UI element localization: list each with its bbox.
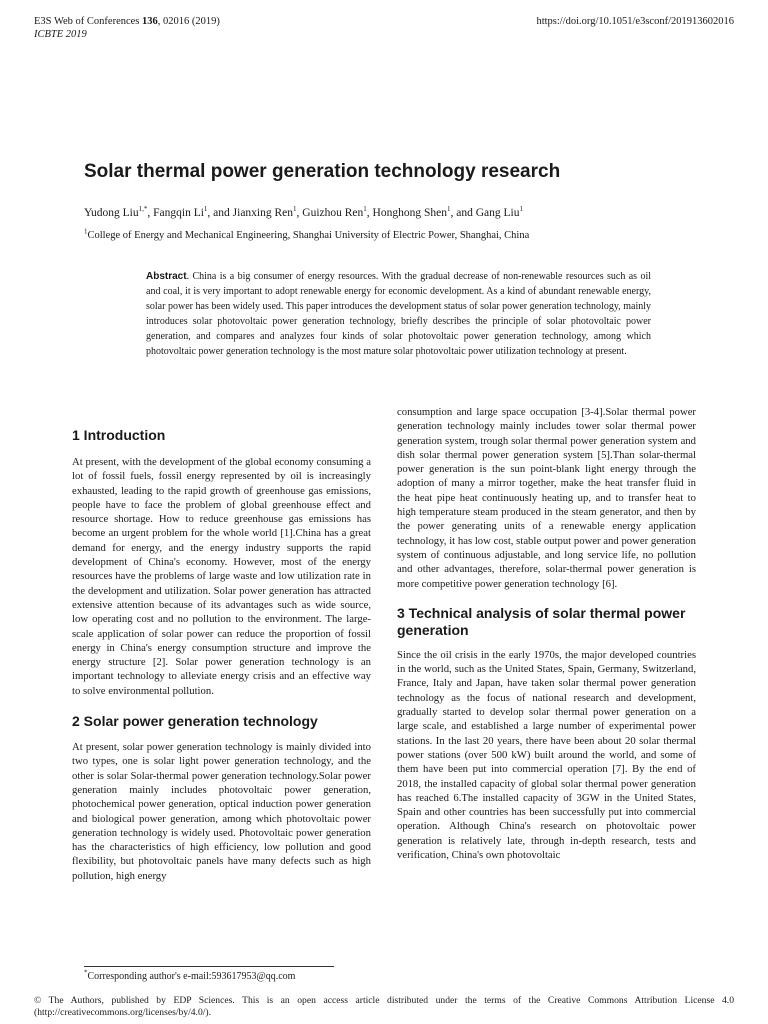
- left-column: [72, 405, 371, 883]
- journal-line: [34, 15, 220, 28]
- affiliation: $^1$College of Energy and Mechanical Engineering, Shanghai University of Electric Power, Shanghai, China: [84, 227, 530, 241]
- author: Fangqin Li$^1$, and: [153, 205, 233, 219]
- right-column: [397, 405, 696, 862]
- author-list: [84, 206, 523, 220]
- abstract-text: . China is a big consumer of energy resources. With the gradual decrease of non-renewable resources such as oil and coal, it is very important to adopt renewable energy for economic development. As a kind of abundant renewable energy, solar power has been widely used. This paper introduces the development status of solar power generation technology, mainly introduces solar photovoltaic power generation technology, briefly describes the principle of solar photovoltaic power generation, and compares and analyzes four kinds of solar photovoltaic power generation technology, among which photovoltaic power generation technology is the most mature solar photovoltaic power utilization technology at present.: [146, 271, 651, 357]
- article-number: , 02016 (2019): [157, 16, 220, 27]
- solar-power-paragraph-continued: consumption and large space occupation [3-4].Solar thermal power generation technology mainly includes tower solar thermal power generation system, trough solar thermal power generation system and dish solar thermal power generation system [5].Than solar-thermal power generation is the sun point-blank light energy through the adoption of many a mirror together, make the heat transfer fluid in the heat pipe heat continuously heating up, and to transfer heat to high temperature steam produced in the steam generator, and then by the power generating units of a renewable energy application technology, it has low cost, stable output power and power generation system of continuous adjustable, and long service life, no pollution and other advantages, therefore, solar-thermal power generation is more competitive power generation technology [6].: [397, 406, 696, 590]
- technical-analysis-paragraph: Since the oil crisis in the early 1970s, the major developed countries in the world, such as the United States, Spain, Germany, Switzerland, France, Italy and Japan, have taken solar thermal power generation technology as the focus of national research and development, gradually started to develop solar thermal power generation on a large scale, and established a large number of experimental power stations. In the last 20 years, there have been about 20 solar thermal power stations (over 500 kW) built around the world, and some of them have been put into commercial operation [7]. By the end of 2018, the installed capacity of global solar thermal power generation has reached 6.The installed capacity of 3GW in the United States, Spain and other countries has been successfully put into commercial operation. Although China's research on photovoltaic power generation is relatively late, through in-depth research, tests and verification, China's own photovoltaic: [397, 648, 696, 862]
- journal-name: E3S Web of Conferences: [34, 16, 140, 27]
- author: Yudong Liu$^{1,*}$,: [84, 205, 154, 219]
- footnote-divider: [84, 966, 334, 967]
- section-heading-introduction: 1 Introduction: [72, 427, 166, 443]
- section-heading-technical-analysis: 3 Technical analysis of solar thermal power generation: [397, 604, 686, 638]
- journal-volume: 136: [142, 16, 158, 27]
- paper-title: Solar thermal power generation technology research: [84, 161, 561, 182]
- abstract: [146, 269, 651, 359]
- section-heading-solar-power: 2 Solar power generation technology: [72, 713, 318, 730]
- running-header: [34, 15, 220, 41]
- author: Honghong Shen$^1$, and: [372, 205, 476, 219]
- author: Gang Liu$^1$: [475, 205, 523, 219]
- doi-link[interactable]: https://doi.org/10.1051/e3sconf/201913602016: [536, 16, 734, 27]
- corresponding-author-footnote: *Corresponding author's e-mail:593617953@qq.com: [84, 968, 296, 982]
- author: Jianxing Ren$^1$,: [232, 205, 303, 219]
- license-footer: © The Authors, published by EDP Sciences. This is an open access article distributed under the terms of the Creative Commons Attribution License 4.0 (http://creativecommons.org/licenses/by/4.0/).: [34, 995, 734, 1018]
- introduction-paragraph: At present, with the development of the global economy consuming a lot of fossil fuels, fossil energy represented by oil is increasingly exhausted, leading to the rapid growth of greenhouse gas emissions, people have to face the problem of global greenhouse effect and resource shortage. How to reduce greenhouse gas emissions has become an urgent problem for the whole world [1].China has a great demand for energy, and the energy industry supports the rapid development of China's economy. However, most of the energy resources have the problems of large waste and low utilization rate in the development and utilization. Solar power generation has attracted extensive attention because of its advantages such as wide source, low operating cost and no pollution to the environment. The large-scale application of solar power can reduce the proportion of fossil energy in China's energy consumption structure and improve the energy structure [2]. Solar power generation technology is an important technology to alleviate energy crisis and an effective way to solve environmental pollution.: [72, 456, 371, 697]
- abstract-label: Abstract: [146, 271, 187, 282]
- solar-power-paragraph: At present, solar power generation technology is mainly divided into two types, one is solar light power generation technology, and the other is solar Solar-thermal power generation technology.Solar power generation mainly includes photovoltaic power generation, photochemical power generation, optical induction power generation and biological power generation, among which photovoltaic power generation technology is widely used. Photovoltaic power generation has the characteristics of high efficiency, low pollution and good flexibility, but photovoltaic panels have many defects such as high pollution, high energy: [72, 741, 371, 882]
- conference-name: ICBTE 2019: [34, 29, 87, 40]
- author: Guizhou Ren$^1$,: [302, 205, 373, 219]
